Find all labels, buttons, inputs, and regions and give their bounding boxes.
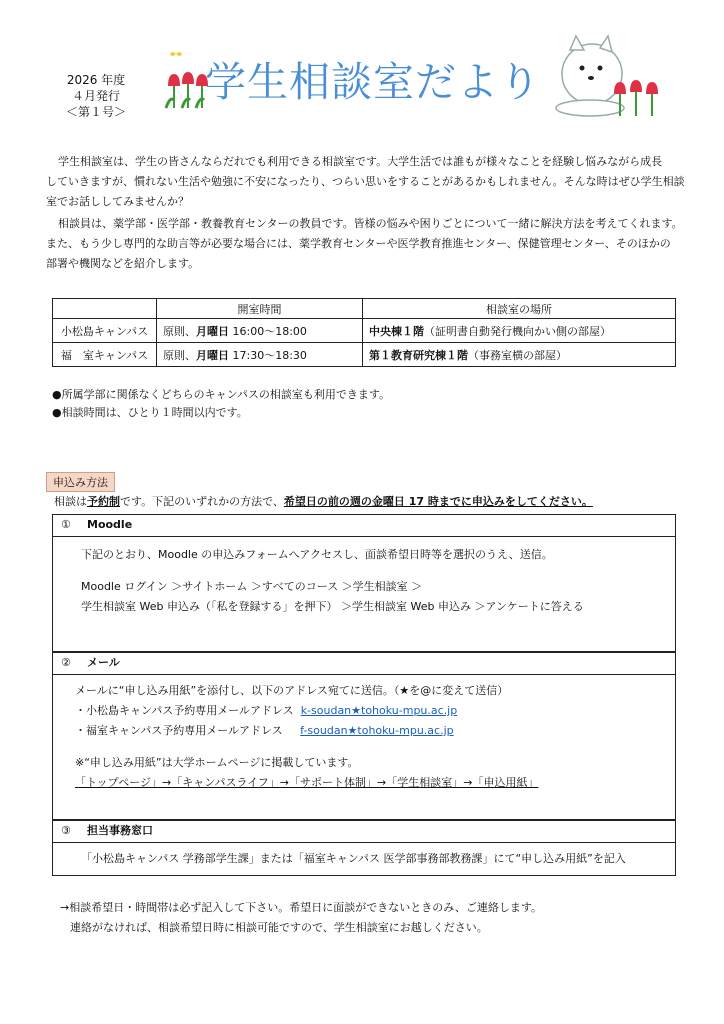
office-method-box <box>52 820 676 876</box>
moodle-method-box <box>52 514 676 652</box>
table-row <box>53 343 676 367</box>
moodle-path-1: Moodle ログイン ＞サイトホーム ＞すべてのコース ＞学生相談室 ＞ <box>81 580 423 593</box>
issue-year: 2026 年度 <box>66 73 126 87</box>
office-method-header: ③ 担当事務窓口 <box>53 821 675 843</box>
notes-list <box>52 386 390 422</box>
footer-notes <box>60 898 542 938</box>
mail-method-box <box>52 652 676 820</box>
apply-intro: 相談は予約制です。下記のいずれかの方法で、希望日の前の週の金曜日 17 時までに申込みをしてください。 <box>54 495 593 508</box>
footer-line: 連絡がなければ、相談希望日時に相談可能ですので、学生相談室にお越しください。 <box>70 921 488 934</box>
note-item: ●相談時間は、ひとり１時間以内です。 <box>52 406 248 419</box>
open-time: 原則、月曜日 17:30～18:30 <box>157 343 363 367</box>
mail-address-row: ・小松島キャンパス予約専用メールアドレス k-soudan★tohoku-mpu.ac.jp <box>75 704 458 717</box>
issue-number: ＜第１号＞ <box>65 105 126 119</box>
office-instruction: 「小松島キャンパス 学務部学生課」または「福室キャンパス 医学部事務部教務課」にて“申し込み用紙”を記入 <box>81 852 626 865</box>
open-time: 原則、月曜日 16:00～18:00 <box>157 319 363 343</box>
dog-tulips-icon <box>552 28 664 118</box>
footer-line: →相談希望日・時間帯は必ず記入して下さい。希望日に面談ができないときのみ、ご連絡します。 <box>60 901 542 914</box>
intro-paragraph-1: 学生相談室は、学生の皆さんならだれでも利用できる相談室です。大学生活では誰もが様々なことを経験し悩みながら成長 していきますが、慣れない生活や勉強に不安になったり、つらい思いをすることがあるかもしれません。そんな時はぜひ学生相談 室でお話ししてみませんか？ <box>46 155 685 208</box>
table-header-row <box>53 299 676 319</box>
campus-name: 小松島キャンパス <box>53 319 157 343</box>
form-note: ※“申し込み用紙”は大学ホームページに掲載しています。 <box>75 756 359 769</box>
mail-instruction: メールに“申し込み用紙”を添付し、以下のアドレス宛てに送信。（★を@に変えて送信） <box>75 684 509 697</box>
mail-method-header: ② メール <box>53 653 675 675</box>
table-header-cell: 開室時間 <box>157 299 363 319</box>
issue-month: ４月発行 <box>71 89 120 103</box>
apply-section-label: 申込み方法 <box>46 472 115 492</box>
issue-info <box>60 72 132 120</box>
komatsushima-email-link[interactable]: k-soudan★tohoku-mpu.ac.jp <box>300 704 458 717</box>
hours-table <box>52 298 676 367</box>
moodle-instruction: 下記のとおり、Moodle の申込みフォームへアクセスし、面談希望日時等を選択のうえ、送信。 <box>81 548 553 561</box>
room-location: 第１教育研究棟１階（事務室横の部屋） <box>363 343 676 367</box>
campus-name: 福 室キャンパス <box>53 343 157 367</box>
table-header-cell <box>53 299 157 319</box>
form-path: 「トップページ」→「キャンパスライフ」→「サポート体制」→「学生相談室」→「申込用紙」 <box>75 776 539 789</box>
room-location: 中央棟１階（証明書自動発行機向かい側の部屋） <box>363 319 676 343</box>
note-item: ●所属学部に関係なくどちらのキャンパスの相談室も利用できます。 <box>52 388 390 401</box>
page-title: 学生相談室だより <box>205 58 541 106</box>
mail-address-row: ・福室キャンパス予約専用メールアドレス f-soudan★tohoku-mpu.ac.jp <box>75 724 454 737</box>
table-header-cell: 相談室の場所 <box>363 299 676 319</box>
moodle-method-header: ① Moodle <box>53 515 675 537</box>
intro-paragraph-2: 相談員は、薬学部・医学部・教養教育センターの教員です。皆様の悩みや困りごとについて一緒に解決方法を考えてくれます。 また、もう少し専門的な助言等が必要な場合には、薬学教育センターや医学教育推進センター、保健管理センター、そのほかの 部署や機関などを紹介します。 <box>46 217 683 270</box>
moodle-path-2: 学生相談室 Web 申込み（「私を登録する」を押下） ＞学生相談室 Web 申込み ＞アンケートに答える <box>81 600 584 613</box>
table-row <box>53 319 676 343</box>
fukumuro-email-link[interactable]: f-soudan★tohoku-mpu.ac.jp <box>300 724 454 737</box>
